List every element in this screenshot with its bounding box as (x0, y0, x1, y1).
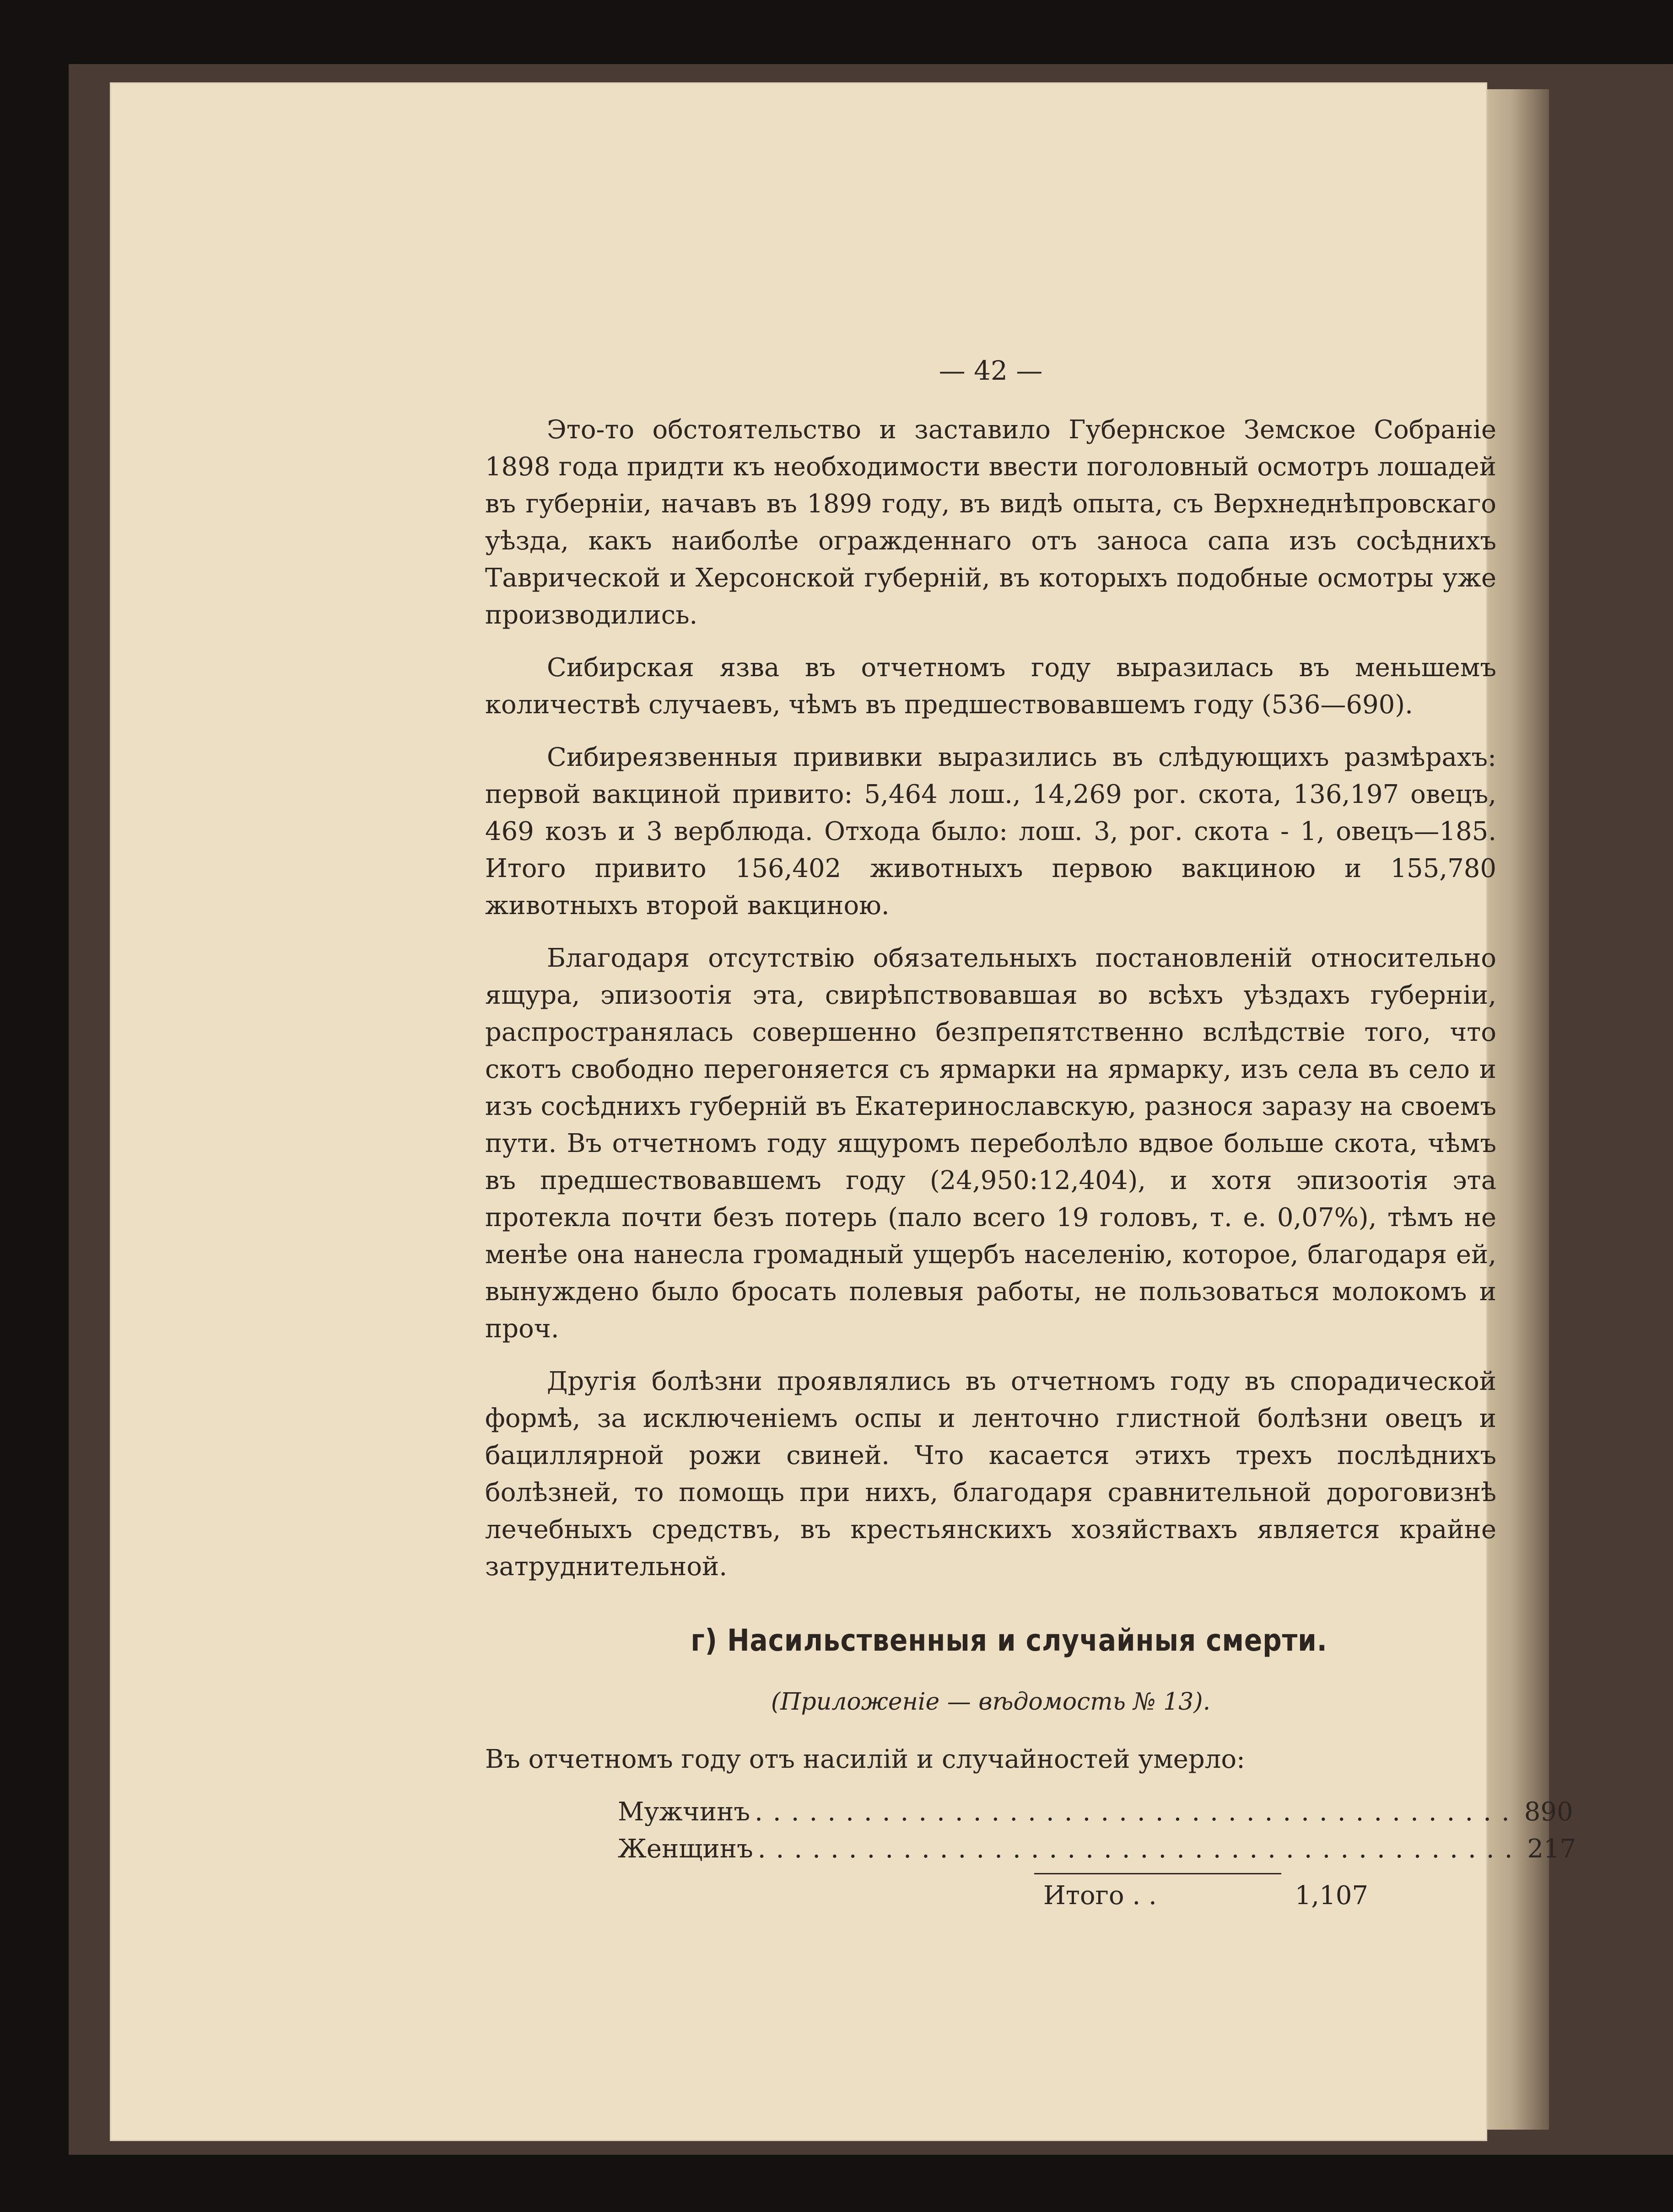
row-value: 217 (1527, 1834, 1576, 1864)
deaths-total-row (1043, 1877, 1368, 1914)
paragraph-anthrax: Сибирская язва въ отчетномъ году выразилась въ меньшемъ количествѣ случаевъ, чѣмъ въ предшествовавшемъ году (536—690). (485, 653, 1496, 720)
row-label: Мужчинъ (618, 1797, 750, 1827)
leader-dots: .......................................... (757, 1834, 1523, 1864)
leader-dots: .......................................... (755, 1797, 1520, 1827)
deaths-row-men (618, 1793, 1573, 1830)
page-text (485, 352, 1576, 1914)
total-label: Итого . . (1043, 1881, 1157, 1911)
row-label: Женщинъ (618, 1834, 753, 1864)
total-value: 1,107 (1295, 1881, 1368, 1911)
paragraph-foot-and-mouth: Благодаря отсутствію обязательныхъ постановленій относительно ящура, эпизоотія эта, свирѣпствовавшая во всѣхъ уѣздахъ губерніи, распространялась совершенно безпрепятственно вслѣдствіе того, что скотъ свободно перегоняется съ ярмарки на ярмарку, изъ села въ село и изъ сосѣднихъ губерній въ Екатеринославскую, разнося заразу на своемъ пути. Въ отчетномъ году ящуромъ переболѣло вдвое больше скота, чѣмъ въ предшествовавшемъ году (24,950:12,404), и хотя эпизоотія эта протекла почти безъ потерь (пало всего 19 головъ, т. е. 0,07%), тѣмъ не менѣе она нанесла громадный ущербъ населенію, которое, благодаря ей, вынуждено было бросать полевыя работы, не пользоваться молокомъ и проч. (485, 943, 1496, 1344)
section-heading: г) Насильственныя и случайныя смерти. (691, 1623, 1328, 1658)
paragraph-glanders: Это-то обстоятельство и заставило Губернское Земское Собраніе 1898 года придти къ необходимости ввести поголовный осмотръ лошадей въ губерніи, начавъ въ 1899 году, въ видѣ опыта, съ Верхнеднѣпровскаго уѣзда, какъ наиболѣе огражденнаго отъ заноса сапа изъ сосѣднихъ Таврической и Херсонской губерній, въ которыхъ подобные осмотры уже производились. (485, 415, 1496, 630)
sum-rule (1034, 1873, 1281, 1874)
deaths-row-women (618, 1830, 1576, 1868)
row-value: 890 (1524, 1797, 1573, 1827)
paragraph-vaccination: Сибиреязвенныя прививки выразились въ слѣдующихъ размѣрахъ: первой вакциной привито: 5,464 лош., 14,269 рог. скота, 136,197 овецъ, 469 козъ и 3 верблюда. Отхода было: лош. 3, рог. скота - 1, овецъ—185. Итого привито 156,402 животныхъ первою вакциною и 155,780 животныхъ второй вакциною. (485, 743, 1496, 920)
section-note: (Приложеніе — вѣдомость № 13). (771, 1688, 1211, 1716)
page-number: — 42 — (939, 355, 1043, 386)
paragraph-other-diseases: Другія болѣзни проявлялись въ отчетномъ году въ спорадической формѣ, за исключеніемъ оспы и ленточно глистной болѣзни овецъ и бациллярной рожи свиней. Что касается этихъ трехъ послѣднихъ болѣзней, то помощь при нихъ, благодаря сравнительной дороговизнѣ лечебныхъ средствъ, въ крестьянскихъ хозяйствахъ является крайне затруднительной. (485, 1367, 1496, 1582)
deaths-intro: Въ отчетномъ году отъ насилій и случайностей умерло: (485, 1744, 1245, 1774)
